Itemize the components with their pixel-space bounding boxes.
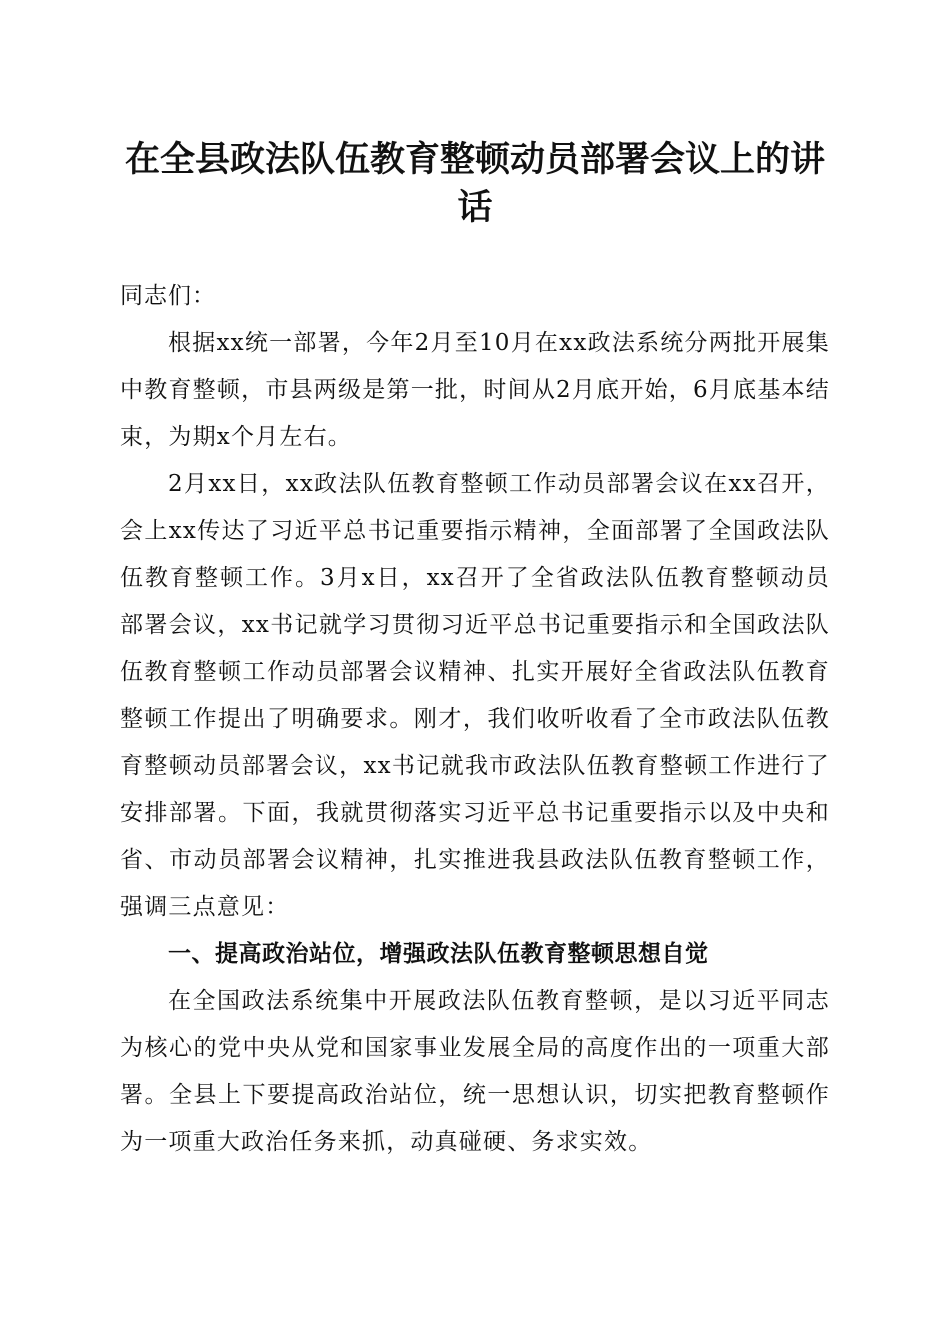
paragraph-1: 根据xx统一部署，今年2月至10月在xx政法系统分两批开展集中教育整顿，市县两级是第一批，时间从2月底开始，6月底基本结束，为期x个月左右。 <box>120 330 830 450</box>
section-paragraph-1: 在全国政法系统集中开展政法队伍教育整顿，是以习近平同志为核心的党中央从党和国家事业发展全局的高度作出的一项重大部署。全县上下要提高政治站位，统一思想认识，切实把教育整顿作为一项重大政治任务来抓，动真碰硬、务求实效。 <box>120 988 830 1155</box>
salutation: 同志们： <box>120 283 216 309</box>
document-body <box>120 273 830 1166</box>
paragraph-2: 2月xx日，xx政法队伍教育整顿工作动员部署会议在xx召开，会上xx传达了习近平总书记重要指示精神，全面部署了全国政法队伍教育整顿工作。3月x日，xx召开了全省政法队伍教育整顿动员部署会议，xx书记就学习贯彻习近平总书记重要指示和全国政法队伍教育整顿工作动员部署会议精神、扎实开展好全省政法队伍教育整顿工作提出了明确要求。刚才，我们收听收看了全市政法队伍教育整顿动员部署会议，xx书记就我市政法队伍教育整顿工作进行了安排部署。下面，我就贯彻落实习近平总书记重要指示以及中央和省、市动员部署会议精神，扎实推进我县政法队伍教育整顿工作，强调三点意见： <box>120 471 830 920</box>
section-heading-1: 一、提高政治站位，增强政法队伍教育整顿思想自觉 <box>168 941 709 967</box>
document-title: 在全县政法队伍教育整顿动员部署会议上的讲话 <box>124 140 825 228</box>
